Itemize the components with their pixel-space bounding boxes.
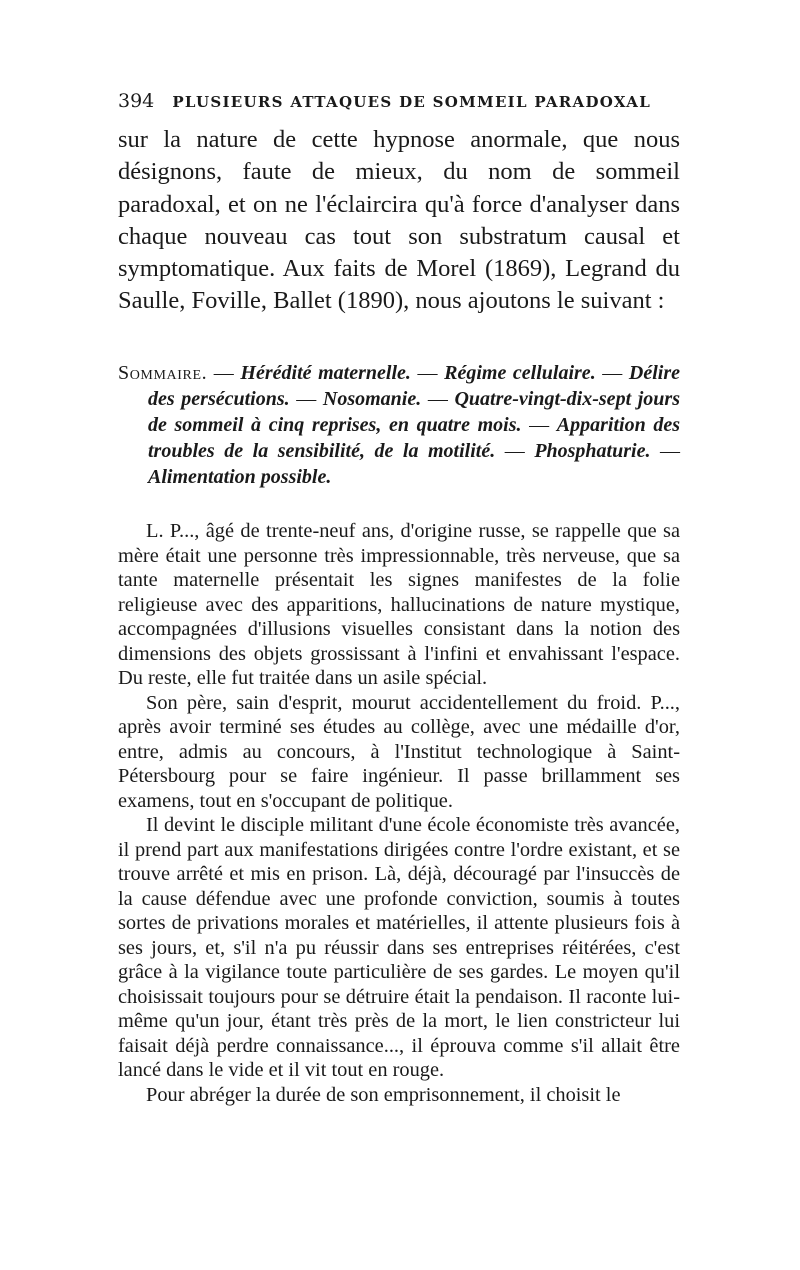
intro-section — [118, 124, 680, 318]
summary-item: Phosphaturie. — [534, 440, 651, 463]
summary-item: Régime cellulaire. — [444, 361, 596, 384]
summary-item: Nosomanie. — [322, 387, 422, 410]
summary-block: Sommaire. — Hérédité maternelle. — Régime cellulaire. — Délire des persécutions. — Nosomanie. — Quatre-vingt-dix-sept jours de sommeil à cinq reprises, en quatre mois. — Apparition des troubles de la sensibilité, de la motilité. — Phosphaturie. — Alimentation possible. — [118, 361, 681, 489]
page-number: 394 — [118, 90, 155, 112]
summary-item: Alimentation possible. — [148, 466, 332, 489]
summary-item: Quatre-vingt-dix-sept jours de sommeil à cinq reprises, en quatre mois. — [148, 387, 680, 436]
running-head — [118, 88, 680, 114]
running-title: PLUSIEURS ATTAQUES DE SOMMEIL PARADOXAL — [172, 93, 652, 111]
summary-item: Hérédité maternelle. — [240, 361, 411, 384]
summary-item: Délire des persécutions. — [148, 361, 680, 410]
book-page — [118, 88, 680, 1107]
summary-label: Sommaire. — [118, 361, 208, 384]
summary-item: Apparition des troubles de la sensibilité, de la motilité. — [148, 413, 681, 463]
case-paragraph: L. P..., âgé de trente-neuf ans, d'origine russe, se rappelle que sa mère était une personne très impressionnable, très nerveuse, que sa tante maternelle présentait les signes manifestes de la folie religieuse avec des apparitions, hallucinations de nature mystique, accompagnées d'illusions visuelles consistant dans la notion des dimensions des objets grossissant à l'infini et envahissant l'espace. Du reste, elle fut traitée dans un asile spécial. — [118, 520, 680, 690]
case-paragraph: Il devint le disciple militant d'une école économiste très avancée, il prend part aux manifestations dirigées contre l'ordre existant, et se trouve arrêté et mis en prison. Là, déjà, découragé par l'insuccès de la cause défendue avec une profonde conviction, soumis à toutes sortes de privations morales et matérielles, il attente plusieurs fois à ses jours, et, s'il n'a pu réussir dans ses entreprises réitérées, c'est grâce à la vigilance toute particulière de ses gardes. Le moyen qu'il choisissait toujours pour se détruire était la pendaison. Il raconte lui-même qu'un jour, étant très près de la mort, le lien constricteur lui faisait déjà perdre connaissance..., il éprouva comme s'il allait être lancé dans le vide et il vit tout en rouge. — [118, 814, 680, 1082]
case-paragraph: Son père, sain d'esprit, mourut accidentellement du froid. P..., après avoir terminé ses études au collège, avec une médaille d'or, entre, admis au concours, à l'Institut technologique à Saint-Pétersbourg pour se faire ingénieur. Il passe brillamment ses examens, tout en s'occupant de politique. — [118, 691, 680, 812]
intro-paragraph: sur la nature de cette hypnose anormale, que nous désignons, faute de mieux, du nom de sommeil paradoxal, et on ne l'éclaircira qu'à force d'analyser dans chaque nouveau cas tout son substratum causal et symptomatique. Aux faits de Morel (1869), Legrand du Saulle, Foville, Ballet (1890), nous ajoutons le suivant : — [118, 126, 680, 315]
case-paragraph: Pour abréger la durée de son emprisonnement, il choisit le — [146, 1083, 621, 1106]
case-section — [118, 519, 680, 1107]
